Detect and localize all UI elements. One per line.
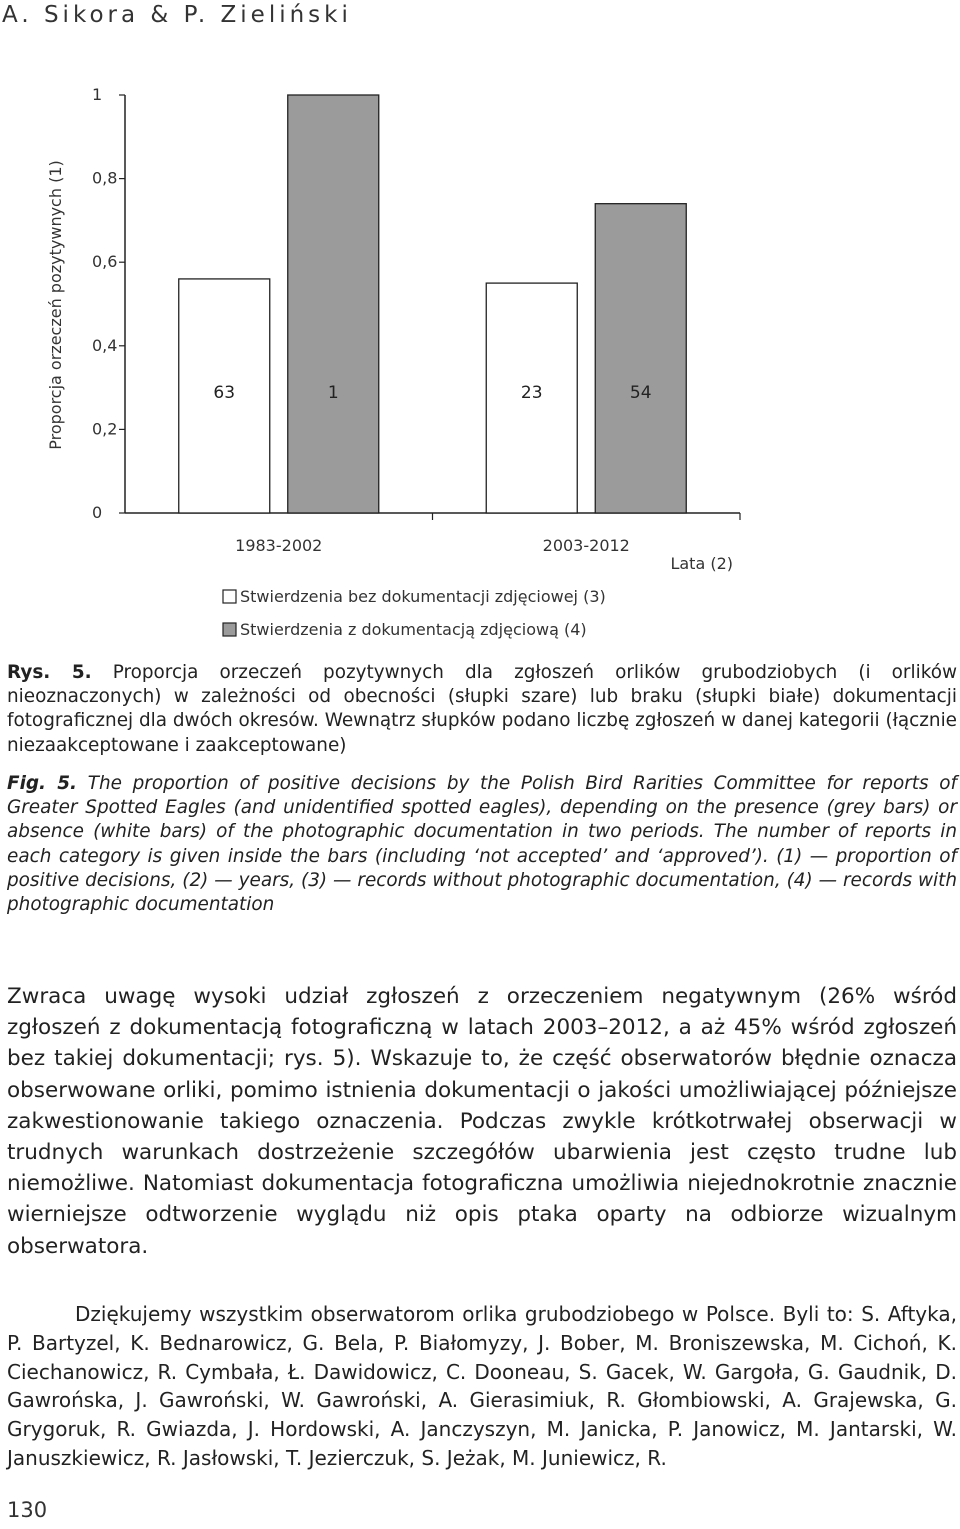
bar-count-label: 63 [213, 383, 236, 403]
y-tick-label: 0,8 [92, 168, 118, 188]
legend-entry: Stwierdzenia bez dokumentacji zdjęciowej (3) [240, 587, 606, 606]
y-tick-label: 0,2 [92, 419, 118, 439]
y-tick-label: 0,4 [92, 335, 118, 355]
legend-swatch [223, 590, 236, 603]
x-category-label: 2003-2012 [542, 536, 630, 555]
bar-count-label: 1 [327, 383, 339, 403]
bar-count-label: 23 [520, 383, 543, 403]
y-tick-label: 1 [92, 85, 103, 104]
x-category-label: 1983-2002 [235, 536, 323, 555]
caption-label-pl: Rys. 5. [7, 662, 92, 683]
caption-label-en: Fig. 5. [7, 773, 78, 794]
bar [288, 95, 379, 513]
body-paragraph: Zwraca uwagę wysoki udział zgłoszeń z orzeczeniem negatywnym (26% wśród zgłoszeń z dokumentacją fotograficzną w latach 2003–2012, a aż 45% wśród zgłoszeń bez takiej dokumentacji; rys. 5). Wskazuje to, że część obserwatorów błędnie oznacza obserwowane orliki, pomimo istnienia dokumentacji o jakości umożliwiającej późniejsze zakwestionowanie takiego oznaczenia. Podczas zwykle krótkotrwałej obserwacji w trudnych warunkach dostrzeżenie szczegółów ubarwienia jest często trudne lub niemożliwe. Natomiast dokumentacja fotograficzna umożliwia niejednokrotnie znacznie wierniejsze odtworzenie wyglądu niż opis ptaka oparty na odbiorze wizualnym obserwatora. [7, 984, 957, 1259]
acknowledgements-paragraph: Dziękujemy wszystkim obserwatorom orlika grubodziobego w Polsce. Byli to: S. Aftyka, P. Bartyzel, K. Bednarowicz, G. Bela, P. Białomyzy, J. Bober, M. Broniszewska, M. Cichoń, K. Ciechanowicz, R. Cymbała, Ł. Dawidowicz, C. Dooneau, S. Gacek, W. Gargoła, G. Gaudnik, D. Gawrońska, J. Gawroński, W. Gawroński, A. Gierasimiuk, R. Głombiowski, A. Grajewska, G. Grygoruk, R. Gwiazda, J. Hordowski, A. Janczyszyn, M. Janicka, P. Janowicz, M. Jantarski, W. Januszkiewicz, R. Jasłowski, T. Jezierczuk, S. Jeżak, M. Juniewicz, R. [7, 1302, 957, 1470]
legend-swatch [223, 623, 236, 636]
figure-caption-polish [7, 661, 957, 758]
figure-caption-english [7, 772, 957, 917]
y-tick-label: 0,6 [92, 252, 118, 272]
bar [595, 204, 686, 513]
bar-chart [0, 70, 960, 650]
y-tick-label: 0 [92, 503, 103, 522]
caption-text-pl: Proporcja orzeczeń pozytywnych dla zgłoszeń orlików grubodziobych (i orlików nieoznaczonych) w zależności od obecności (słupki szare) lub braku (słupki białe) dokumentacji fotograficznej dla dwóch okresów. Wewnątrz słupków podano liczbę zgłoszeń w danej kategorii (łącznie niezaakceptowane i zaakceptowane) [7, 662, 957, 756]
y-axis-title: Proporcja orzeczeń pozytywnych (1) [46, 160, 65, 450]
x-axis-title: Lata (2) [670, 554, 733, 573]
bar-count-label: 54 [629, 383, 652, 403]
legend-entry: Stwierdzenia z dokumentacją zdjęciową (4) [240, 620, 587, 639]
running-head: A. Sikora & P. Zieliński [2, 2, 352, 28]
page-number: 130 [7, 1498, 48, 1522]
caption-text-en: The proportion of positive decisions by the Polish Bird Rarities Committee for reports of Greater Spotted Eagles (and unidentified spotted eagles), depending on the presence (grey bars) or absence (white bars) of the photographic documentation in two periods. The number of reports in each category is given inside the bars (including ‘not accepted’ and ‘approved’). (1) — proportion of positive decisions, (2) — years, (3) — records without photographic documentation, (4) — records with photographic documentation [7, 773, 957, 916]
